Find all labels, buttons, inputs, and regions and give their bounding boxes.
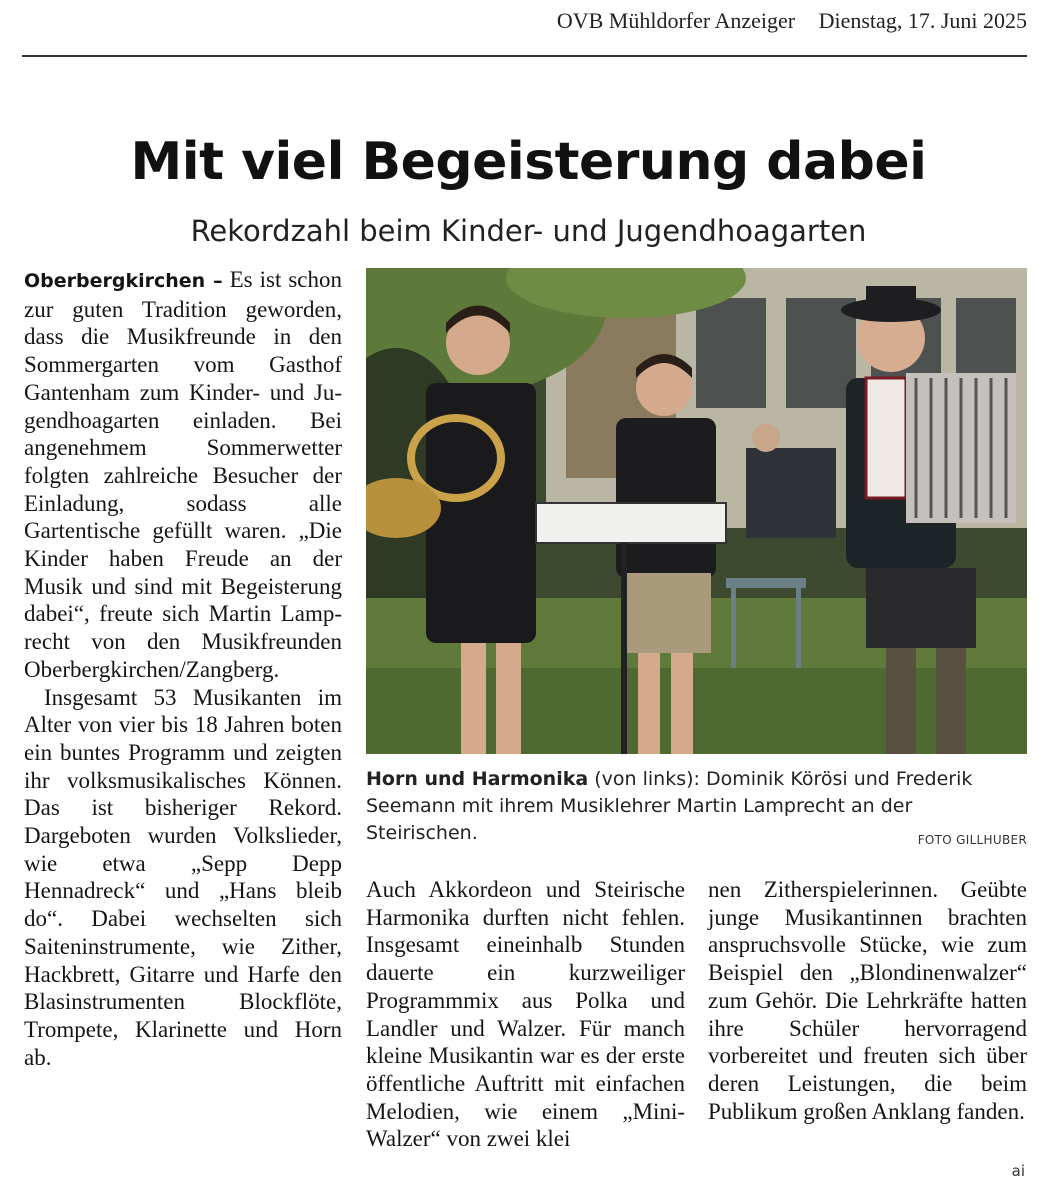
caption-lead: Horn und Harmonika <box>366 768 589 790</box>
header-divider <box>22 55 1027 57</box>
article-paragraph: Auch Akkordeon und Steirische Harmonika durften nicht fehlen. Insgesamt eineinhalb Stunden dauerte ein kurzweiliger Programmmix aus Polka und Landler und Walzer. Für manch kleine Musikantin war es der erste öffentliche Auftritt mit einfachen Melodien, wie einem „Mini-Walzer“ von zwei klei <box>366 877 685 1152</box>
page-header <box>557 8 1027 34</box>
paragraph-text: Es ist schon zur guten Tradition geworden, dass die Musikfreunde in den Sommergarten vom Gasthof Gantenham zum Kinder- und Jugendhoagarten einladen. Bei angenehmem Sommerwetter folgten zahlreiche Besucher der Einladung, sodass alle Gartentische gefüllt waren. „Die Kinder haben Freude an der Musik und sind mit Begeisterung dabei“, freute sich Martin Lamprecht von den Musikfreunden Oberbergkirchen/Zangberg. <box>24 267 343 682</box>
article-paragraph: nen Zitherspielerinnen. Geübte junge Musikantinnen brachten anspruchsvolle Stücke, wie zum Beispiel den „Blondinenwalzer“ zum Gehör. Die Lehrkräfte hatten ihre Schüler hervorragend vorbereitet und freuten sich über deren Leistungen, die beim Publikum großen Anklang fanden. <box>708 877 1027 1124</box>
article-paragraph <box>24 266 342 684</box>
photo-credit: FOTO GILLHUBER <box>917 833 1027 847</box>
article-title: Mit viel Begeisterung dabei <box>130 132 927 192</box>
photo-illustration <box>366 268 1027 754</box>
article-paragraph: Insgesamt 53 Musikanten im Alter von vier bis 18 Jahren boten ein buntes Programm und zeigten ihr volksmusikalisches Können. Das ist bisheriger Rekord. Dargeboten wurden Volkslieder, wie etwa „Sepp Depp Hennadreck“ und „Hans bleib do“. Dabei wechselten sich Saiteninstrumente, wie Zither, Hackbrett, Gitarre und Harfe den Blasinstrumenten Blockflöte, Trompete, Klarinette und Horn ab. <box>24 684 342 1070</box>
article-subtitle: Rekordzahl beim Kinder- und Jugendhoagarten <box>190 214 867 248</box>
publication-name: OVB Mühldorfer Anzeiger <box>556 8 796 33</box>
article-column-3 <box>708 876 1027 1125</box>
caption-text: (von links): Dominik Körösi und Frederik Seemann mit ihrem Musiklehrer Martin Lamprecht an der Steirischen. <box>366 768 973 844</box>
article-column-2 <box>366 876 685 1153</box>
dateline: Oberbergkirchen – <box>24 270 223 292</box>
author-signature: ai <box>1011 1162 1025 1180</box>
article-column-1 <box>24 266 342 1071</box>
article-photo <box>366 268 1027 754</box>
issue-date: Dienstag, 17. Juni 2025 <box>818 8 1027 33</box>
